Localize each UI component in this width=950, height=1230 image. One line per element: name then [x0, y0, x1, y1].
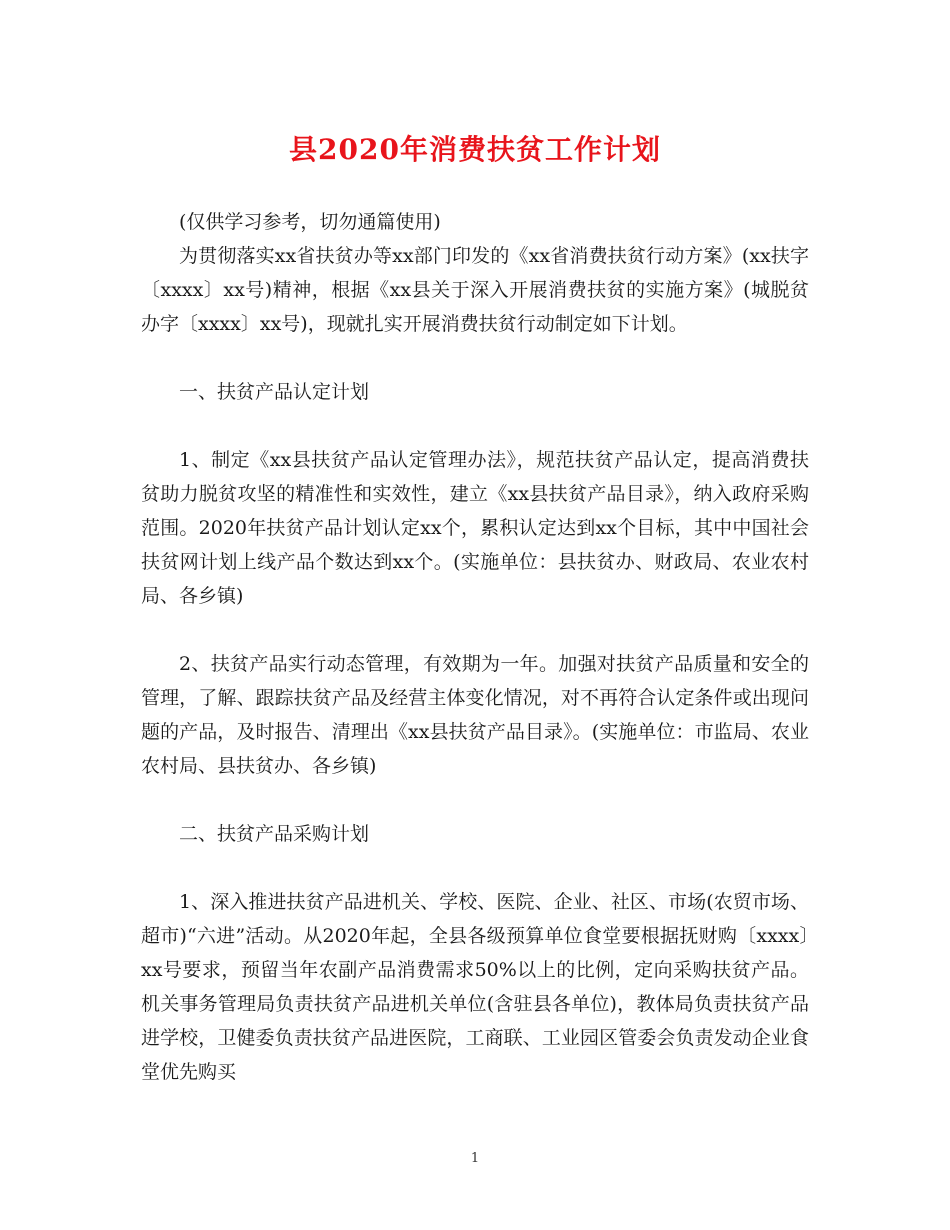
paragraph-intro: 为贯彻落实xx省扶贫办等xx部门印发的《xx省消费扶贫行动方案》(xx扶字〔xxxx〕xx号)精神，根据《xx县关于深入开展消费扶贫的实施方案》(城脱贫办字〔xxxx〕xx号)，现就扎实开展消费扶贫行动制定如下计划。 [141, 245, 809, 335]
paragraph-note: (仅供学习参考，切勿通篇使用) [179, 211, 441, 233]
paragraph-1-1: 1、制定《xx县扶贫产品认定管理办法》，规范扶贫产品认定，提高消费扶贫助力脱贫攻坚的精准性和实效性，建立《xx县扶贫产品目录》，纳入政府采购范围。2020年扶贫产品计划认定xx个，累积认定达到xx个目标，其中中国社会扶贫网计划上线产品个数达到xx个。(实施单位：县扶贫办、财政局、农业农村局、各乡镇) [141, 449, 809, 607]
paragraph-2-1: 1、深入推进扶贫产品进机关、学校、医院、企业、社区、市场(农贸市场、超市)“六进”活动。从2020年起，全县各级预算单位食堂要根据抚财购〔xxxx〕xx号要求，预留当年农副产品消费需求50%以上的比例，定向采购扶贫产品。机关事务管理局负责扶贫产品进机关单位(含驻县各单位)，教体局负责扶贫产品进学校，卫健委负责扶贫产品进医院，工商联、工业园区管委会负责发动企业食堂优先购买 [141, 891, 809, 1083]
document-body [141, 205, 809, 1089]
document-title: 县2020年消费扶贫工作计划 [289, 133, 661, 166]
page-number: 1 [470, 1151, 480, 1166]
section-heading-2: 二、扶贫产品采购计划 [179, 823, 370, 845]
section-heading-1: 一、扶贫产品认定计划 [179, 381, 370, 403]
paragraph-1-2: 2、扶贫产品实行动态管理，有效期为一年。加强对扶贫产品质量和安全的管理，了解、跟踪扶贫产品及经营主体变化情况，对不再符合认定条件或出现问题的产品，及时报告、清理出《xx县扶贫产品目录》。(实施单位：市监局、农业农村局、县扶贫办、各乡镇) [141, 653, 809, 777]
